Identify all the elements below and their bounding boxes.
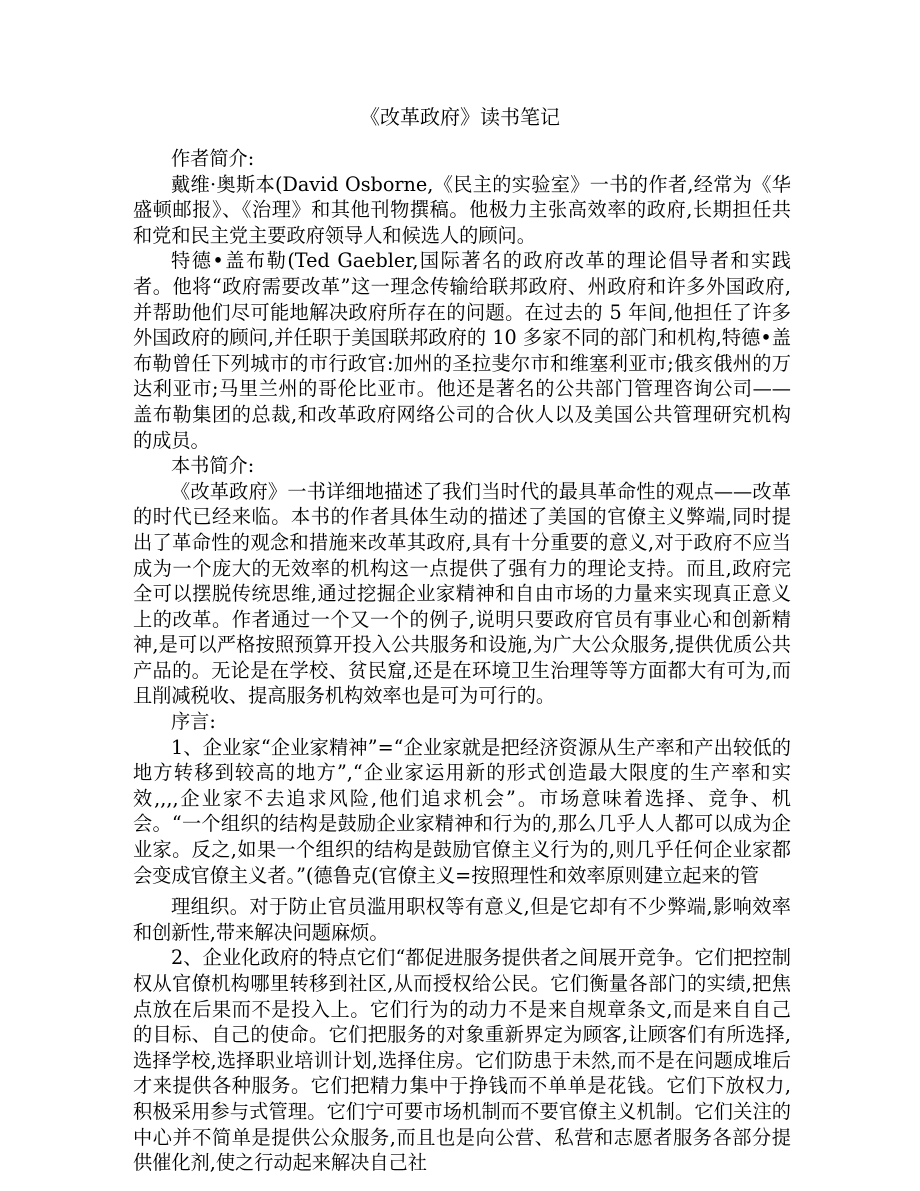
paragraph-book-intro: 《改革政府》一书详细地描述了我们当时代的最具革命性的观点——改革的时代已经来临。本书的作者具体生动的描述了美国的官僚主义弊端,同时提出了革命性的观念和措施来改革其政府,具有十分重要的意义,对于政府不应当成为一个庞大的无效率的机构这一点提供了强有力的理论支持。而且,政府完全可以摆脱传统思维,通过挖掘企业家精神和自由市场的力量来实现真正意义上的改革。作者通过一个又一个的例子,说明只要政府官员有事业心和创新精神,是可以严格按照预算开投入公共服务和设施,为广大公众服务,提供优质公共产品的。无论是在学校、贫民窟,还是在环境卫生治理等等方面都大有可为,而且削减税收、提高服务机构效率也是可为可行的。	[133, 479, 791, 708]
paragraph-entrepreneur: 1、企业家“企业家精神”=“企业家就是把经济资源从生产率和产出较低的地方转移到较高的地方”,“企业家运用新的形式创造最大限度的生产率和实效,,,,企业家不去追求风险,他们追求机会”。市场意味着选择、竞争、机会。“一个组织的结构是鼓励企业家精神和行为的,那么几乎人人都可以成为企业家。反之,如果一个组织的结构是鼓励官僚主义行为的,则几乎任何企业家都会变成官僚主义者。”(德鲁克(官僚主义=按照理性和效率原则建立起来的管	[133, 735, 791, 887]
document-body	[133, 146, 791, 1176]
section-label-book: 本书简介:	[171, 454, 255, 478]
paragraph-gaebler: 特德•盖布勒(Ted Gaebler,国际著名的政府改革的理论倡导者和实践者。他将“政府需要改革”这一理念传输给联邦政府、州政府和许多外国政府,并帮助他们尽可能地解决政府所存在的问题。在过去的 5 年间,他担任了许多外国政府的顾问,并任职于美国联邦政府的 10 多家不同的部门和机构,特德•盖布勒曾任下列城市的市行政官:加州的圣拉斐尔市和维塞利亚市;俄亥俄州的万达利亚市;马里兰州的哥伦比亚市。他还是著名的公共部门管理咨询公司——盖布勒集团的总裁,和改革政府网络公司的合伙人以及美国公共管理研究机构的成员。	[133, 249, 791, 452]
section-label-author: 作者简介:	[171, 147, 255, 170]
paragraph-entrepreneurial-government: 2、企业化政府的特点它们“都促进服务提供者之间展开竞争。它们把控制权从官僚机构哪里转移到社区,从而授权给公民。它们衡量各部门的实绩,把焦点放在后果而不是投入上。它们行为的动力不是来自规章条文,而是来自自己的目标、自己的使命。它们把服务的对象重新界定为顾客,让顾客们有所选择,选择学校,选择职业培训计划,选择住房。它们防患于未然,而不是在问题成堆后才来提供各种服务。它们把精力集中于挣钱而不单单是花钱。它们下放权力,积极采用参与式管理。它们宁可要市场机制而不要官僚主义机制。它们关注的中心并不简单是提供公众服务,而且也是向公营、私营和志愿者服务各部分提供催化剂,使之行动起来解决自己社	[133, 946, 791, 1175]
section-label-preface: 序言:	[171, 710, 216, 734]
paragraph-osborne: 戴维·奥斯本(David Osborne,《民主的实验室》一书的作者,经常为《华盛顿邮报》、《治理》和其他刊物撰稿。他极力主张高效率的政府,长期担任共和党和民主党主要政府领导人和候选人的顾问。	[133, 172, 791, 247]
document-title: 《改革政府》读书笔记	[360, 105, 560, 129]
paragraph-bureaucracy: 理组织。对于防止官员滥用职权等有意义,但是它却有不少弊端,影响效率和创新性,带来解决问题麻烦。	[133, 895, 791, 944]
